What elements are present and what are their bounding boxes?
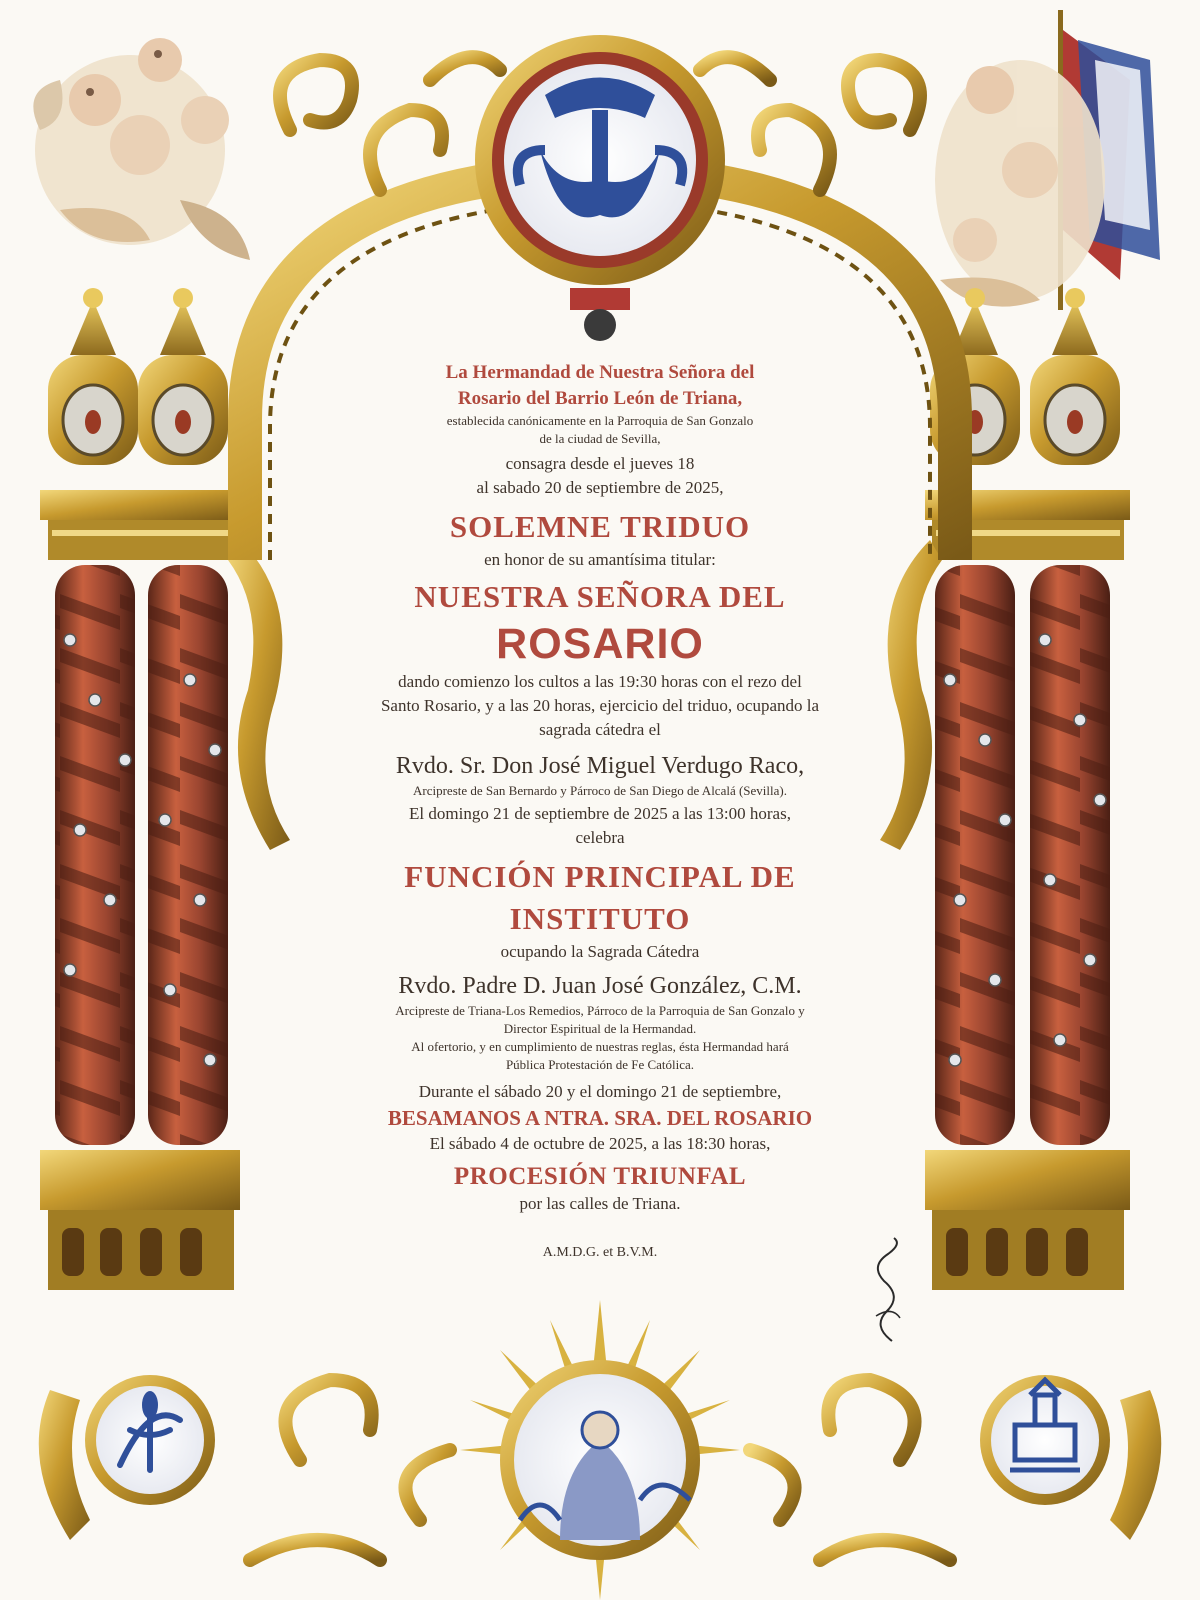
- triduo-preacher-role: Arcipreste de San Bernardo y Párroco de San Diego de Alcalá (Sevilla).: [413, 783, 787, 798]
- triduo-title: SOLEMNE TRIDUO: [449, 509, 751, 544]
- urns-left-icon: [48, 288, 228, 465]
- triduo-preacher: Rvdo. Sr. Don José Miguel Verdugo Raco,: [395, 753, 805, 779]
- besamanos-date: Durante el sábado 20 y el domingo 21 de septiembre,: [418, 1082, 782, 1101]
- intro-line-1: La Hermandad de Nuestra Señora del: [445, 362, 755, 383]
- funcion-title-line-1: FUNCIÓN PRINCIPAL DE: [404, 859, 796, 894]
- closing-motto: A.M.D.G. et B.V.M.: [542, 1245, 658, 1260]
- titular-line-1: NUESTRA SEÑORA DEL: [414, 579, 786, 614]
- intro-line-2: Rosario del Barrio León de Triana,: [457, 388, 743, 409]
- triduo-honor: en honor de su amantísima titular:: [484, 550, 716, 569]
- funcion-date-line-1: El domingo 21 de septiembre de 2025 a las 13:00 horas,: [409, 804, 791, 823]
- besamanos-title: BESAMANOS A NTRA. SRA. DEL ROSARIO: [387, 1106, 813, 1130]
- procesion-route: por las calles de Triana.: [519, 1194, 681, 1213]
- angels-top-left-icon: [33, 38, 250, 260]
- funcion-date-line-2: celebra: [575, 828, 625, 847]
- cultos-line-1: dando comienzo los cultos a las 19:30 horas con el rezo del: [398, 672, 802, 691]
- ofertorio-line-1: Al ofertorio, y en cumplimiento de nuestras reglas, ésta Hermandad hará: [411, 1039, 789, 1054]
- funcion-preacher: Rvdo. Padre D. Juan José González, C.M.: [398, 973, 802, 999]
- established-line-1: establecida canónicamente en la Parroquia de San Gonzalo: [446, 413, 754, 428]
- ofertorio-line-2: Pública Protestación de Fe Católica.: [505, 1057, 695, 1072]
- titular-line-2: ROSARIO: [496, 620, 704, 668]
- procesion-title: PROCESIÓN TRIUNFAL: [453, 1163, 747, 1190]
- announcement-text: [310, 360, 890, 1360]
- blue-lily-tile-icon: [85, 1375, 215, 1505]
- solomonic-columns-left-icon: [55, 565, 228, 1145]
- funcion-role-line-1: Arcipreste de Triana-Los Remedios, Párroco de la Parroquia de San Gonzalo y: [395, 1003, 805, 1018]
- cultos-line-2: Santo Rosario, y a las 20 horas, ejercicio del triduo, ocupando la: [380, 696, 820, 715]
- cultos-line-3: sagrada cátedra el: [539, 720, 661, 739]
- procesion-date: El sábado 4 de octubre de 2025, a las 18:30 horas,: [429, 1134, 771, 1153]
- funcion-catedra: ocupando la Sagrada Cátedra: [500, 942, 700, 961]
- blue-church-tile-icon: [980, 1375, 1110, 1505]
- established-line-2: de la ciudad de Sevilla,: [539, 431, 661, 446]
- angels-top-right-icon: [935, 60, 1105, 307]
- funcion-title-line-2: INSTITUTO: [509, 901, 691, 936]
- solomonic-columns-right-icon: [935, 565, 1110, 1145]
- hermandad-monogram-crest-icon: [475, 35, 725, 341]
- consagra-line-2: al sabado 20 de septiembre de 2025,: [476, 478, 724, 497]
- funcion-role-line-2: Director Espiritual de la Hermandad.: [503, 1021, 697, 1036]
- consagra-line-1: consagra desde el jueves 18: [505, 454, 695, 473]
